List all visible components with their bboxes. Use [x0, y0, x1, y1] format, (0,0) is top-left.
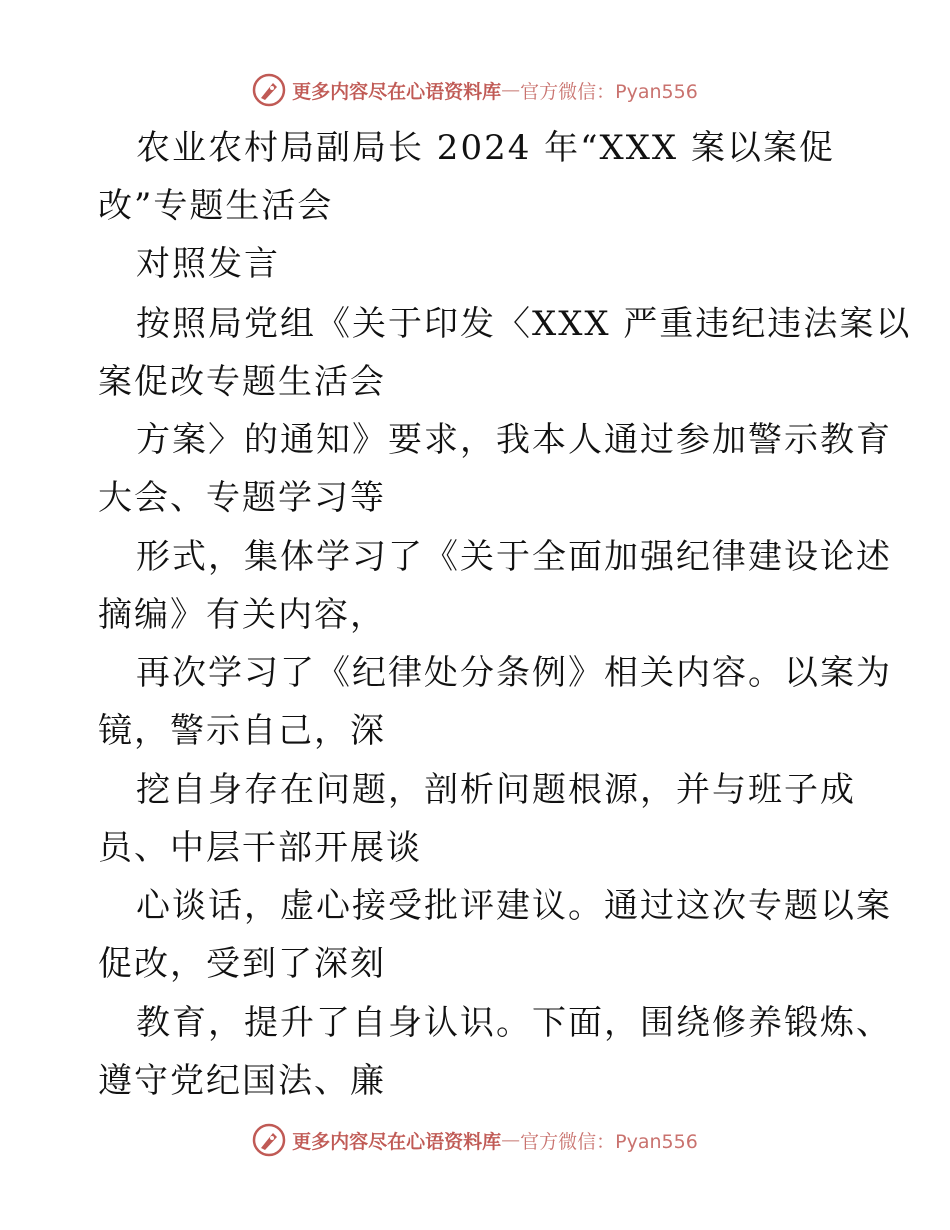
paragraph-line: 教育，提升了自身认识。下面，围绕修养锻炼、 — [136, 1003, 892, 1043]
header-watermark — [0, 70, 950, 110]
pen-nib-logo-icon — [252, 1123, 286, 1157]
paragraph-line: 再次学习了《纪律处分条例》相关内容。以案为 — [136, 653, 892, 693]
paragraph-line: 案促改专题生活会 — [98, 362, 386, 402]
watermark-dash: — — [501, 79, 521, 101]
pen-nib-logo-icon — [252, 73, 286, 107]
watermark-brand: 更多内容尽在心语资料库 — [292, 80, 502, 103]
title-line-2: 改”专题生活会 — [98, 186, 334, 226]
watermark-contact: 官方微信：Pyan556 — [520, 80, 698, 103]
paragraph-line: 大会、专题学习等 — [98, 478, 386, 518]
watermark-contact: 官方微信：Pyan556 — [520, 1130, 698, 1153]
title-line-3: 对照发言 — [136, 244, 280, 284]
paragraph-line: 挖自身存在问题，剖析问题根源，并与班子成 — [136, 770, 856, 810]
title-line-1: 农业农村局副局长 2024 年“XXX 案以案促 — [136, 128, 835, 168]
paragraph-line: 镜，警示自己，深 — [98, 711, 386, 751]
paragraph-line: 按照局党组《关于印发〈XXX 严重违纪违法案以 — [136, 304, 912, 344]
footer-watermark — [0, 1120, 950, 1160]
paragraph-line: 心谈话，虚心接受批评建议。通过这次专题以案 — [136, 886, 892, 926]
paragraph-line: 促改，受到了深刻 — [98, 944, 386, 984]
watermark-brand: 更多内容尽在心语资料库 — [292, 1130, 502, 1153]
paragraph-line: 方案〉的通知》要求，我本人通过参加警示教育 — [136, 420, 892, 460]
paragraph-line: 形式，集体学习了《关于全面加强纪律建设论述 — [136, 537, 892, 577]
watermark-dash: — — [501, 1129, 521, 1151]
paragraph-line: 遵守党纪国法、廉 — [98, 1061, 386, 1101]
paragraph-line: 员、中层干部开展谈 — [98, 828, 422, 868]
paragraph-line: 摘编》有关内容， — [98, 595, 386, 635]
